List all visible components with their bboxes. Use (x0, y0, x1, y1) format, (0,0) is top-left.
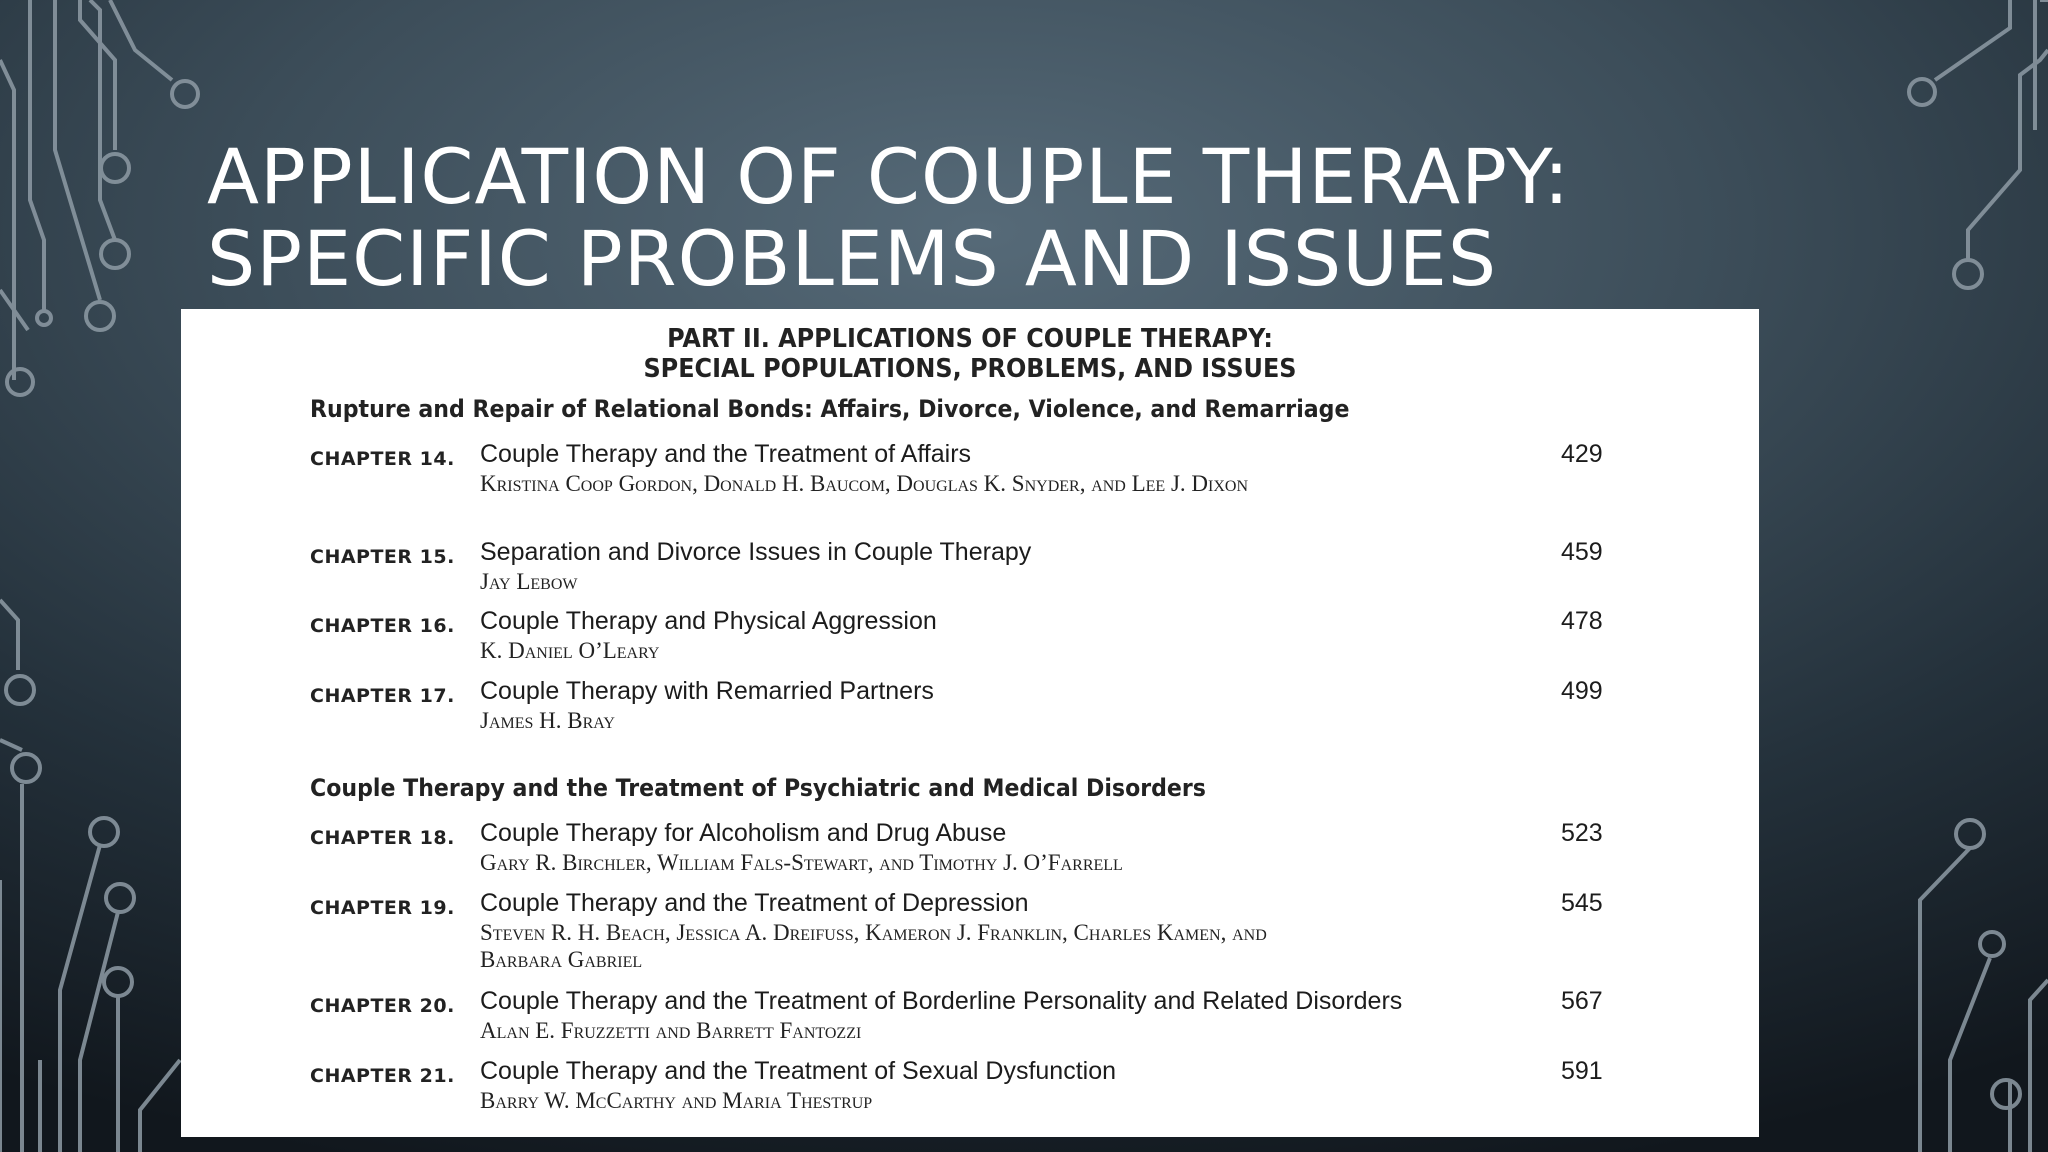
section-heading-rupture: Rupture and Repair of Relational Bonds: Affairs, Divorce, Violence, and Remarriage (310, 395, 1350, 423)
chapter-authors: Kristina Coop Gordon, Donald H. Baucom, Douglas K. Snyder, and Lee J. Dixon (480, 471, 1249, 496)
slide-title (207, 132, 1571, 303)
chapter-authors: Gary R. Birchler, William Fals-Stewart, and Timothy J. O’Farrell (480, 850, 1123, 875)
slide-title-line-2: SPECIFIC PROBLEMS AND ISSUES (207, 214, 1498, 303)
chapter-label: CHAPTER 15. (310, 546, 455, 568)
chapter-title: Couple Therapy and Physical Aggression (480, 607, 937, 635)
chapter-label: CHAPTER 21. (310, 1065, 455, 1087)
chapter-title: Couple Therapy for Alcoholism and Drug Abuse (480, 819, 1007, 847)
chapter-authors: Barry W. McCarthy and Maria Thestrup (480, 1088, 873, 1113)
chapter-title: Couple Therapy and the Treatment of Depression (480, 889, 1029, 917)
chapter-page-number: 591 (1561, 1057, 1603, 1085)
table-of-contents-image (181, 309, 1759, 1137)
chapter-page-number: 523 (1561, 819, 1603, 847)
chapter-label: CHAPTER 17. (310, 685, 455, 707)
part-heading (244, 324, 1696, 384)
slide-title-line-1: APPLICATION OF COUPLE THERAPY: (207, 132, 1571, 221)
chapter-authors: Alan E. Fruzzetti and Barrett Fantozzi (480, 1018, 862, 1043)
chapter-label: CHAPTER 19. (310, 897, 455, 919)
chapter-label: CHAPTER 16. (310, 615, 455, 637)
chapter-page-number: 567 (1561, 987, 1603, 1015)
part-heading-line-1: PART II. APPLICATIONS OF COUPLE THERAPY: (667, 324, 1273, 354)
chapter-title: Couple Therapy and the Treatment of Affairs (480, 440, 972, 468)
chapter-label: CHAPTER 20. (310, 995, 455, 1017)
chapter-page-number: 499 (1561, 677, 1603, 705)
chapter-authors: James H. Bray (480, 708, 615, 733)
part-heading-line-2: SPECIAL POPULATIONS, PROBLEMS, AND ISSUES (643, 354, 1297, 384)
chapter-title: Couple Therapy with Remarried Partners (480, 677, 934, 705)
chapter-authors: Jay Lebow (480, 569, 578, 594)
section-heading-psychiatric: Couple Therapy and the Treatment of Psychiatric and Medical Disorders (310, 774, 1206, 802)
chapter-title: Couple Therapy and the Treatment of Sexual Dysfunction (480, 1057, 1117, 1085)
chapter-label: CHAPTER 14. (310, 448, 455, 470)
chapter-title: Couple Therapy and the Treatment of Borderline Personality and Related Disorders (480, 987, 1403, 1015)
chapter-page-number: 478 (1561, 607, 1603, 635)
chapter-page-number: 545 (1561, 889, 1603, 917)
chapter-page-number: 429 (1561, 440, 1603, 468)
chapter-authors: Steven R. H. Beach, Jessica A. Dreifuss, Kameron J. Franklin, Charles Kamen, and Barbara Gabriel (480, 920, 1267, 972)
chapter-title: Separation and Divorce Issues in Couple Therapy (480, 538, 1032, 566)
chapter-label: CHAPTER 18. (310, 827, 455, 849)
chapter-page-number: 459 (1561, 538, 1603, 566)
chapter-authors: K. Daniel O’Leary (480, 638, 660, 663)
